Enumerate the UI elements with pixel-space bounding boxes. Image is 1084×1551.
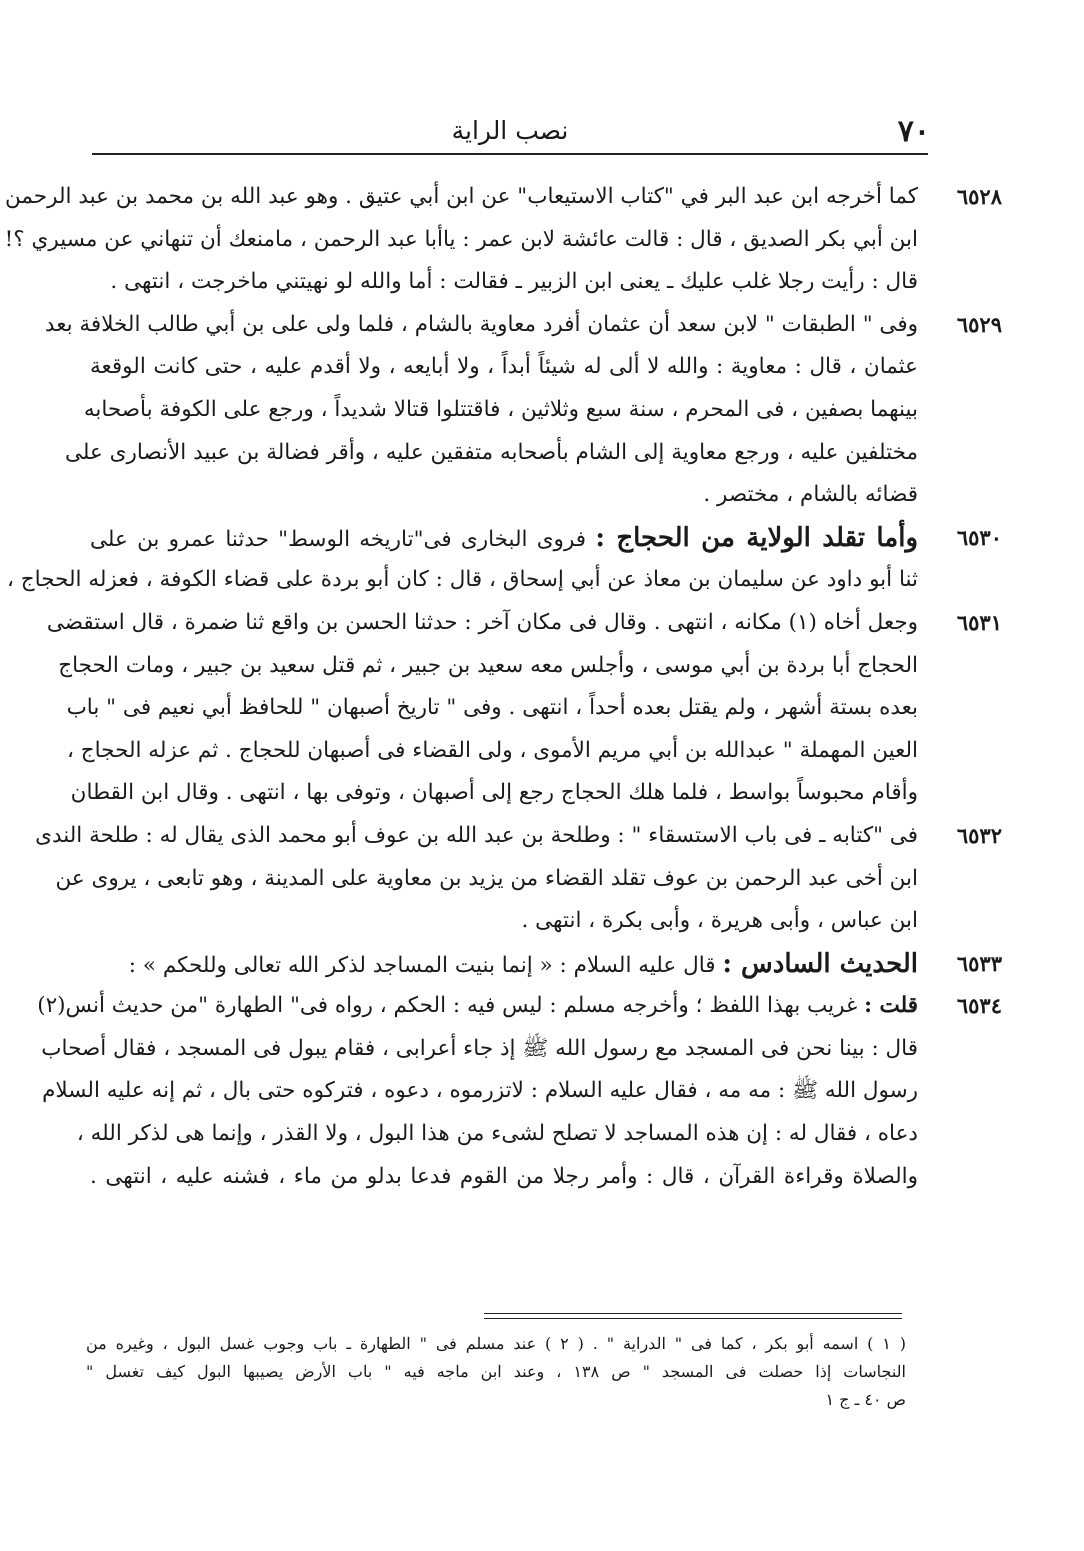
text-line: وفى " الطبقات " لابن سعد أن عثمان أفرد معاوية بالشام ، فلما ولى على بن أبي طالب الخلافة بعد <box>44 311 918 337</box>
footnote-line: ( ١ ) اسمه أبو بكر ، كما فى " الدراية " . ( ٢ ) عند مسلم فى " الطهارة ـ باب وجوب غسل البول ، وغيره من <box>86 1334 907 1353</box>
footnotes <box>86 1330 906 1414</box>
text-line <box>90 517 1002 560</box>
entry-6534 <box>37 985 1002 1198</box>
entry-6528 <box>4 176 1002 304</box>
entry-6533 <box>90 943 1002 986</box>
text-line: وأقام محبوساً بواسط ، فلما هلك الحجاج رجع إلى أصبهان ، وتوفى بها ، انتهى . وقال ابن القطان <box>70 780 918 806</box>
text-line: قال : بينا نحن فى المسجد مع رسول الله ﷺ إذ جاء أعرابى ، فقام يبول فى المسجد ، فقال أصحاب <box>41 1035 918 1061</box>
section-heading: الحديث السادس : <box>722 948 918 979</box>
text-run: غريب بهذا اللفظ ؛ وأخرجه مسلم : ليس فيه : الحكم ، رواه فى" الطهارة "من حديث أنس(٢) <box>37 993 858 1019</box>
entry-number: ٦٥٢٩ <box>956 311 1002 337</box>
entry-6529 <box>44 304 1002 517</box>
entry-number: ٦٥٣٢ <box>956 822 1002 848</box>
text-line: بعده بستة أشهر ، ولم يقتل بعده أحداً ، انتهى . وفى " تاريخ أصبهان " للحافظ أبي نعيم فى " باب <box>66 695 918 721</box>
text-run: قال عليه السلام : « إنما بنيت المساجد لذكر الله تعالى وللحكم » : <box>128 952 716 978</box>
text-line: قال : رأيت رجلا غلب عليك ـ يعنى ابن الزبير ـ فقالت : أما والله لو نهيتني ماخرجت ، انتهى . <box>110 269 918 295</box>
footnote-line: ص ٤٠ ـ ج ١ <box>825 1390 906 1409</box>
text-line: ابن عباس ، وأبى هريرة ، وأبى بكرة ، انتهى . <box>521 908 918 934</box>
lead-word: قلت : <box>864 993 918 1019</box>
text-line: ثنا أبو داود عن سليمان بن معاذ عن أبي إسحاق ، قال : كان أبو بردة على قضاء الكوفة ، فعزله الحجاج ، <box>7 567 918 593</box>
text-line: كما أخرجه ابن عبد البر في "كتاب الاستيعاب" عن ابن أبي عتيق . وهو عبد الله بن محمد بن عبد الرحمن <box>5 184 918 209</box>
text-line: قضائه بالشام ، مختصر . <box>703 482 918 508</box>
body-text <box>4 176 1002 1198</box>
page-header <box>90 108 930 152</box>
text-line: رسول الله ﷺ : مه مه ، فقال عليه السلام : لاتزرموه ، دعوه ، فتركوه حتى بال ، ثم إنه عليه السلام <box>42 1078 918 1104</box>
entry-number: ٦٥٣١ <box>956 609 1002 635</box>
text-line <box>90 943 1002 986</box>
header-rule <box>92 153 928 155</box>
footnote-rule <box>484 1313 902 1319</box>
text-line <box>37 985 1002 1028</box>
text-line: عثمان ، قال : معاوية : والله لا ألى له شيئاً أبداً ، ولا أبايعه ، ولا أقدم عليه ، حتى كانت الوقعة <box>90 354 918 380</box>
text-line: ابن أخى عبد الرحمن بن عوف تقلد القضاء من يزيد بن معاوية على المدينة ، وهو تابعى ، يروى عن <box>55 865 918 891</box>
entry-6531 <box>46 602 1002 815</box>
text-line: دعاه ، فقال له : إن هذه المساجد لا تصلح لشىء من هذا البول ، ولا القذر ، وإنما هى لذكر الله ، <box>76 1121 918 1147</box>
text-line: ابن أبي بكر الصديق ، قال : قالت عائشة لابن عمر : ياأبا عبد الرحمن ، مامنعك أن تنهاني عن مسيري ؟! <box>4 226 918 252</box>
text-line: العين المهملة " عبدالله بن أبي مريم الأموى ، ولى القضاء فى أصبهان للحجاج . ثم عزله الحجاج ، <box>66 737 918 763</box>
entry-6530 <box>7 517 1002 602</box>
text-line: بينهما بصفين ، فى المحرم ، سنة سبع وثلاثين ، فاقتتلوا قتالا شديداً ، ورجع على الكوفة بأصحابه <box>83 396 918 422</box>
text-run: فروى البخارى فى"تاريخه الوسط" حدثنا عمرو بن على <box>90 526 587 552</box>
text-line: والصلاة وقراءة القرآن ، قال : وأمر رجلا من القوم فدعا بدلو من ماء ، فشنه عليه ، انتهى . <box>90 1163 918 1189</box>
entry-number: ٦٥٣٤ <box>956 993 1002 1019</box>
running-title: نصب الراية <box>451 116 569 145</box>
entry-number: ٦٥٢٨ <box>956 184 1002 209</box>
text-line: وجعل أخاه (١) مكانه ، انتهى . وقال فى مكان آخر : حدثنا الحسن بن واقع ثنا ضمرة ، قال استقضى <box>46 609 918 635</box>
text-line: الحجاج أبا بردة بن أبي موسى ، وأجلس معه سعيد بن جبير ، ثم قتل سعيد بن جبير ، ومات الحجاج <box>58 652 918 678</box>
section-heading: وأما تقلد الولاية من الحجاج : <box>595 522 919 553</box>
text-line: مختلفين عليه ، ورجع معاوية إلى الشام بأصحابه متفقين عليه ، وأقر فضالة بن عبيد الأنصارى على <box>64 439 918 465</box>
text-line: فى "كتابه ـ فى باب الاستسقاء " : وطلحة بن عبد الله بن عوف أبو محمد الذى يقال له : طلحة الندى <box>35 822 918 848</box>
entry-number: ٦٥٣٠ <box>956 524 1002 550</box>
page-number: ٧٠ <box>897 114 930 149</box>
footnote-line: النجاسات إذا حصلت فى المسجد " ص ١٣٨ ، وعند ابن ماجه فيه " باب الأرض يصيبها البول كيف تغسل " <box>86 1362 907 1381</box>
entry-number: ٦٥٣٣ <box>956 950 1002 976</box>
entry-6532 <box>35 815 1002 943</box>
